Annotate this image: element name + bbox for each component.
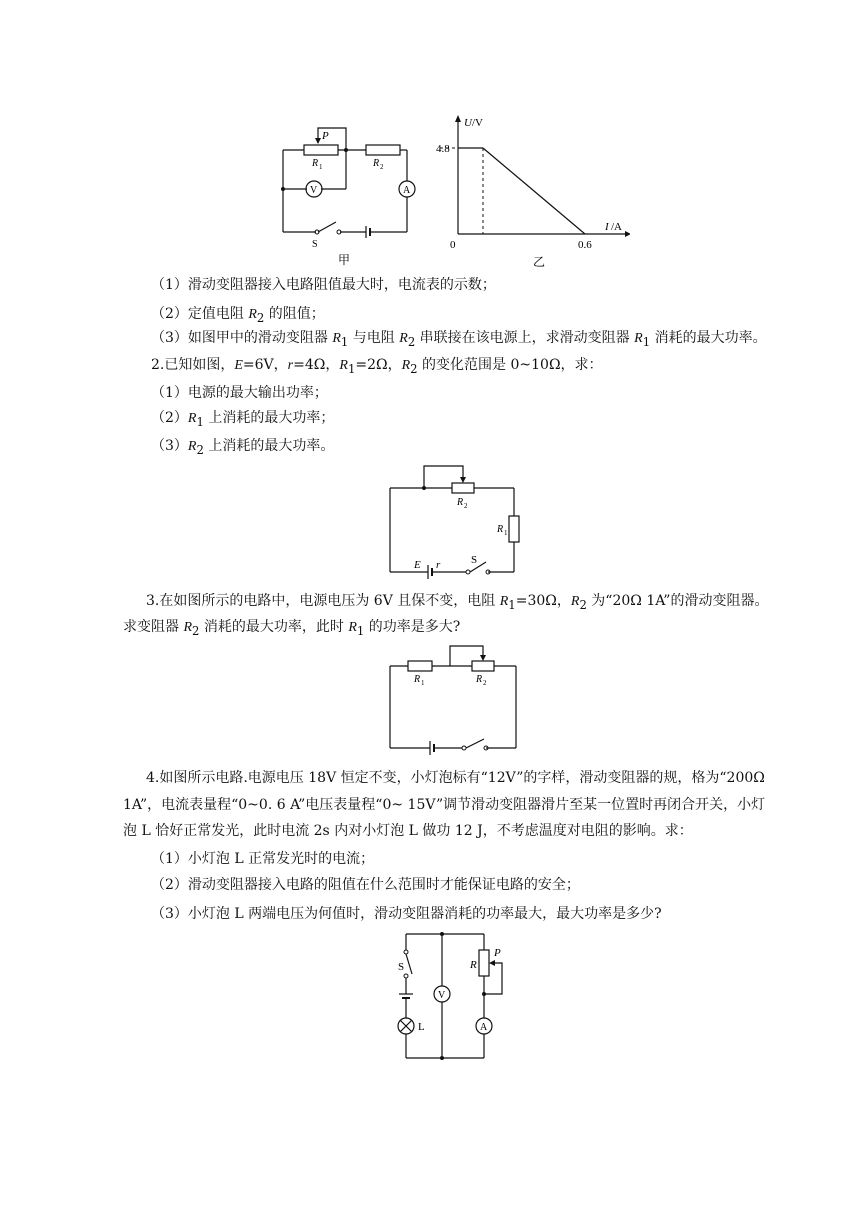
label-r1: R xyxy=(312,158,319,169)
rheostat-r2 xyxy=(472,661,494,671)
label-a: A xyxy=(480,1022,488,1033)
label-r2-sub: 2 xyxy=(380,163,384,171)
p4-line-2: 1A”，电流表量程“0~0. 6 A”电压表量程“0~ 15V”调节滑动变阻器滑片至某一位置时再闭合开关，小灯 xyxy=(123,797,766,813)
label-r2: R xyxy=(373,158,380,169)
p3-line-1: 3.在如图所示的电路中，电源电压为 6V 且保不变，电阻 $R_1=30\Omega$，$R_2$ 为“20Ω 1A”的滑动变阻器。 xyxy=(146,593,769,612)
label-r2-sub: 2 xyxy=(483,679,487,687)
label-r: R xyxy=(470,959,477,971)
resistor-r2 xyxy=(366,145,400,155)
label-r1-sub: 1 xyxy=(319,163,323,171)
label-v: V xyxy=(438,990,446,1001)
figure-graph-yi xyxy=(430,112,630,268)
y-tick-4-8: 4.8 xyxy=(436,143,450,155)
label-s: S xyxy=(312,239,318,250)
p1-question-1: （1）滑动变阻器接入电路阻值最大时，电流表的示数； xyxy=(151,277,496,293)
label-r2-sub: 2 xyxy=(464,502,468,510)
resistor-r1 xyxy=(509,516,519,542)
p3-line-2: 求变阻器 $R_2$ 消耗的最大功率，此时 $R_1$ 的功率是多大? xyxy=(123,619,461,638)
y-axis-unit: /V xyxy=(472,117,483,129)
figure-p3-circuit xyxy=(386,640,520,756)
label-r: r xyxy=(436,559,441,571)
p2-question-2: $(2)R_1$ 上消耗的最大功率； xyxy=(151,410,335,429)
p4-line-3: 泡 L 恰好正常发光，此时电流 2s 内对小灯泡 L 做功 12 J，不考虑温度对电阻的影响。求： xyxy=(123,823,693,839)
caption-yi: 乙 xyxy=(533,255,546,268)
rheostat-r2 xyxy=(452,483,474,493)
switch-s xyxy=(318,222,336,232)
p1-question-3: （3）如图甲中的滑动变阻器 $R_1$ 与电阻 $R_2$ 串联接在该电源上，求滑动变阻器 $R_1$ 消耗的最大功率。 xyxy=(151,330,767,349)
label-r1: R xyxy=(414,674,421,685)
label-e: E xyxy=(414,559,421,571)
origin-label: 0 xyxy=(450,239,456,251)
label-r1: R xyxy=(497,524,504,535)
p4-question-1: （1）小灯泡 L 正常发光时的电流； xyxy=(151,851,375,867)
label-r1-sub: 1 xyxy=(504,529,508,537)
x-tick-0-6: 0.6 xyxy=(578,239,592,251)
switch xyxy=(466,739,484,748)
p4-question-3: （3）小灯泡 L 两端电压为何值时，滑动变阻器消耗的功率最大，最大功率是多少? xyxy=(151,906,662,922)
y-axis-label: U xyxy=(464,117,472,129)
switch-s xyxy=(406,954,412,974)
caption-jia: 甲 xyxy=(338,253,351,266)
label-v: V xyxy=(310,185,318,196)
rheostat-r xyxy=(479,950,489,976)
label-s: S xyxy=(398,961,405,973)
figure-p2-circuit xyxy=(384,460,524,582)
label-a: A xyxy=(403,185,411,196)
resistor-r1 xyxy=(408,661,432,671)
label-l: L xyxy=(418,1021,425,1033)
label-r2: R xyxy=(476,674,483,685)
label-s: S xyxy=(471,554,478,566)
label-r1-sub: 1 xyxy=(421,679,425,687)
x-axis-unit: /A xyxy=(611,221,622,233)
label-p: P xyxy=(322,130,329,142)
p2-question-1: （1）电源的最大输出功率； xyxy=(151,385,328,401)
rheostat-r1 xyxy=(304,145,338,155)
p4-question-2: （2）滑动变阻器接入电路的阻值在什么范围时才能保证电路的安全； xyxy=(151,877,580,893)
label-r2: R xyxy=(457,497,464,508)
p1-question-2: （2）定值电阻 $R_2$ 的阻值； xyxy=(151,306,325,325)
p2-stem: 2.已知如图，E=6V，r=4Ω，$R_1=2\Omega$，$R_2$ 的变化范围是 0~10Ω，求： xyxy=(151,357,603,376)
label-p: P xyxy=(494,947,501,959)
p2-question-3: $(3)R_2$ 上消耗的最大功率。 xyxy=(151,438,335,457)
figure-p4-circuit xyxy=(388,928,514,1066)
p4-line-1: 4.如图所示电路.电源电压 18V 恒定不变，小灯泡标有“12V”的字样，滑动变阻器的规，格为“200Ω xyxy=(146,770,765,786)
figure-circuit-jia xyxy=(270,118,420,266)
x-axis-label: I xyxy=(605,221,609,233)
